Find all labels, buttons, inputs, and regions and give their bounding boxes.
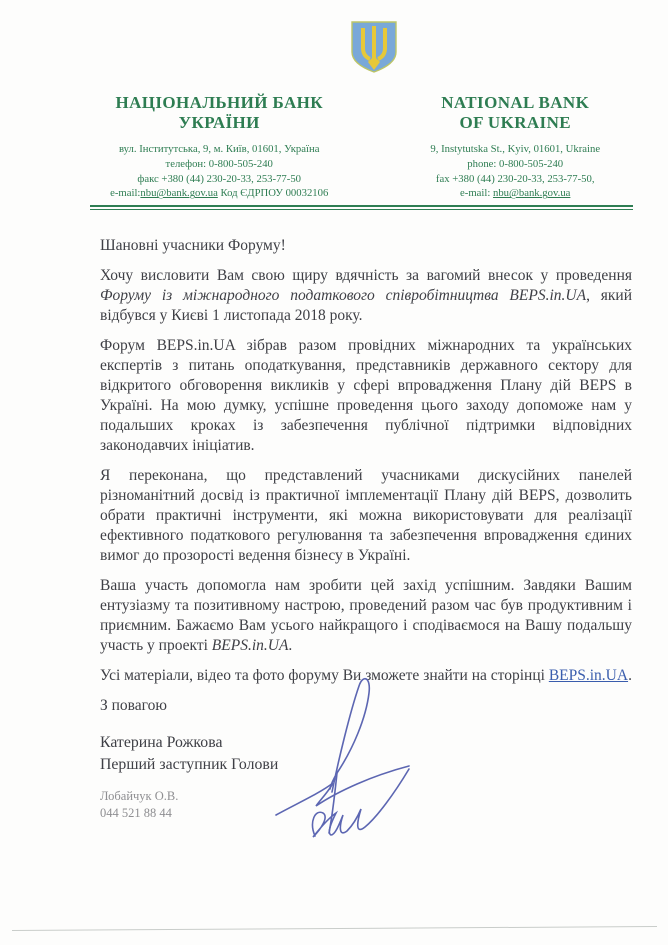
email-line-en xyxy=(368,186,662,201)
signer-name: Катерина Рожкова xyxy=(100,734,223,751)
email-link-ua[interactable]: nbu@bank.gov.ua xyxy=(140,187,218,200)
ukraine-coat-of-arms-icon xyxy=(349,20,399,74)
letterhead-ukrainian-column xyxy=(70,93,368,201)
paragraph-thanks-text: Хочу висловити Вам свою щиру вдячність за вагомий внесок у проведення xyxy=(100,267,632,284)
paragraph-gratitude-text: Ваша участь допомогла нам зробити цей захід успішним. Завдяки Вашим ентузіазму та позитивному настрою, проведений разом час був продуктивним і приємним. Бажаємо Вам усього найкращого і сподіваємося на Вашу подальшу участь у проекті xyxy=(100,577,632,654)
paragraph-gratitude-end: . xyxy=(288,637,293,654)
bank-name-ua xyxy=(70,93,368,132)
beps-project-italic: BEPS.in.UA xyxy=(211,637,289,654)
fax-en: fax +380 (44) 230-20-33, 253-77-50, xyxy=(435,172,595,185)
paragraph-forum-summary: Форум BEPS.in.UA зібрав разом провідних міжнародних та українських експертів з питань оподаткування, представників державного сектору для відкритого обговорення викликів у сфері впровадження Плану дій BEPS в Україні. На мою думку, успішне проведення цього заходу допоможе нам у подальших кроках із забезпечення публічної підтримки відповідних законодавчих ініціатив. xyxy=(100,337,632,454)
paragraph-gratitude xyxy=(100,576,632,656)
executor-phone: 044 521 88 44 xyxy=(100,805,172,820)
email-link-en[interactable]: nbu@bank.gov.ua xyxy=(492,187,571,200)
letterhead xyxy=(0,93,668,201)
signer-title: Перший заступник Голови xyxy=(100,755,279,773)
edrpou-code: Код ЄДРПОУ 00032106 xyxy=(217,187,329,200)
executor-name: Лобайчук О.В. xyxy=(100,789,179,803)
handwritten-signature xyxy=(270,666,415,851)
salutation: Шановні учасники Форуму! xyxy=(100,237,286,254)
closing-phrase: З повагою xyxy=(100,697,167,714)
forum-title-italic: Форуму із міжнародного податкового співробітництва BEPS.in.UA xyxy=(100,287,587,304)
paragraph-conviction: Я переконана, що представлений учасниками дискусійних панелей різноманітний досвід із практичної імплементації Плану дій BEPS, дозволить обрати практичні інструменти, які можна використовувати для реалізації ефективного податкового регулювання та забезпечення впровадження єдиних вимог до прозорості ведення бізнесу в Україні. xyxy=(100,467,632,564)
email-line-ua xyxy=(70,186,368,201)
address-en: 9, Instytutska St., Kyiv, 01601, Ukraine xyxy=(430,143,601,155)
phone-en: phone: 0-800-505-240 xyxy=(467,157,564,170)
paragraph-thanks-end: , який відбувся у Києві 1 листопада 2018 року. xyxy=(100,287,632,324)
email-label-ua: e-mail: xyxy=(110,187,141,200)
address-ua: вул. Інститутська, 9, м. Київ, 01601, Україна xyxy=(118,143,320,155)
paragraph-thanks xyxy=(100,266,632,326)
paragraph-materials-text: Усі матеріали, відео та фото форуму Ви зможете знайти на сторінці xyxy=(100,667,549,684)
fax-ua: факс +380 (44) 230-20-33, 253-77-50 xyxy=(137,172,302,185)
scan-edge-line xyxy=(12,926,657,931)
contacts-ua xyxy=(70,142,368,201)
paragraph-materials-end: . xyxy=(628,667,632,684)
letterhead-english-column xyxy=(368,93,662,201)
beps-page-link[interactable]: BEPS.in.UA xyxy=(548,667,629,684)
phone-ua: телефон: 0-800-505-240 xyxy=(165,157,273,170)
bank-name-en-line2: OF UKRAINE xyxy=(459,112,571,132)
bank-name-en xyxy=(368,93,662,132)
bank-name-ua-line2: УКРАЇНИ xyxy=(178,112,260,132)
letterhead-divider xyxy=(90,205,633,210)
contacts-en xyxy=(368,142,662,201)
bank-name-ua-line1: НАЦІОНАЛЬНИЙ БАНК xyxy=(115,93,323,112)
email-label-en: e-mail: xyxy=(460,187,493,200)
bank-name-en-line1: NATIONAL BANK xyxy=(441,93,590,112)
